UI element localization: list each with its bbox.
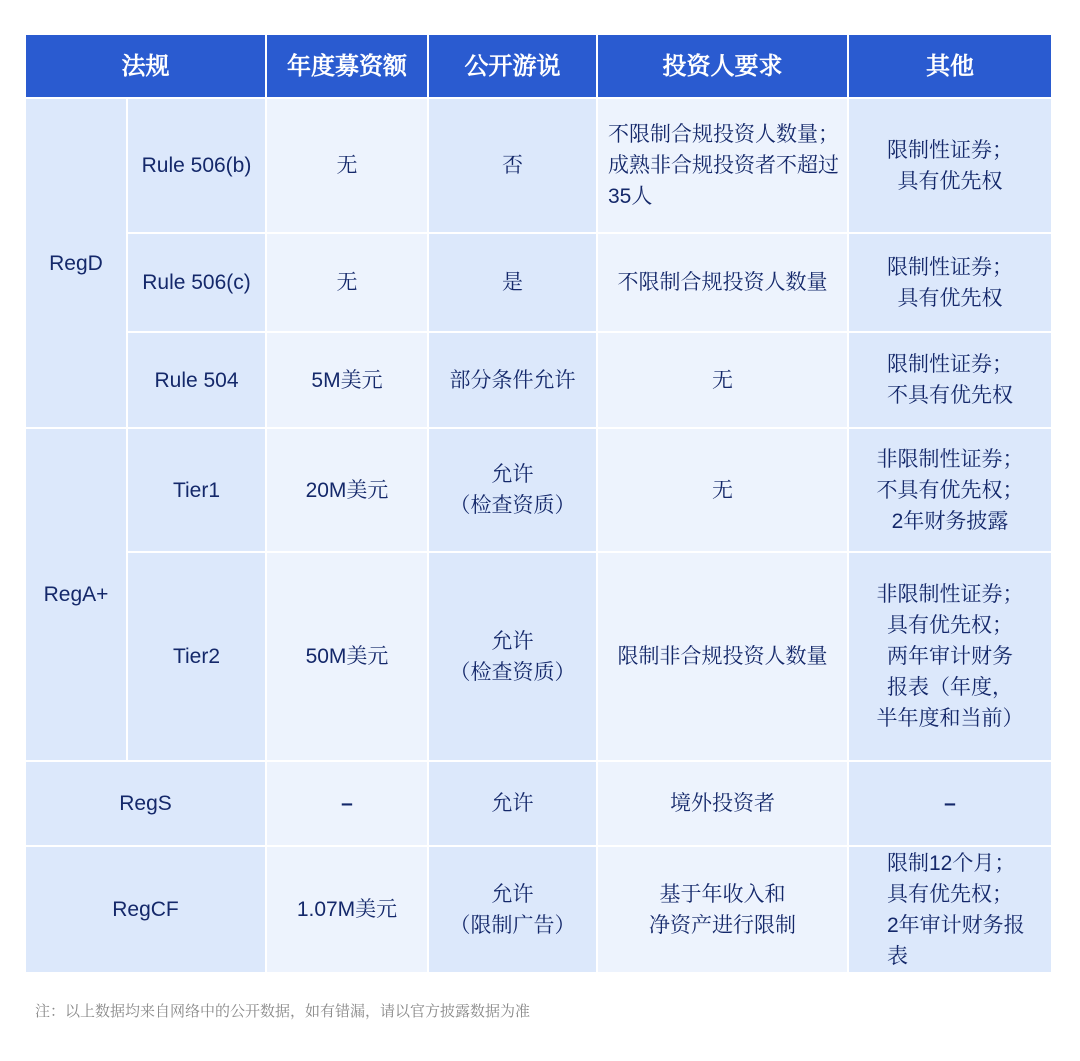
investor-cell: 限制非合规投资人数量 (597, 552, 848, 761)
solicit-cell: 允许 （检查资质） (428, 428, 597, 552)
table-row (25, 233, 1052, 332)
rule-cell: RegCF (25, 846, 266, 973)
header-investor: 投资人要求 (597, 34, 848, 98)
amount-cell: 5M美元 (266, 332, 428, 428)
solicit-cell: 是 (428, 233, 597, 332)
solicit-cell: 部分条件允许 (428, 332, 597, 428)
header-row (25, 34, 1052, 98)
table-row (25, 98, 1052, 233)
investor-cell: 不限制合规投资人数量； 成熟非合规投资者不超过 35人 (597, 98, 848, 233)
header-regulation: 法规 (25, 34, 266, 98)
investor-cell: 无 (597, 332, 848, 428)
rule-cell: Rule 506(c) (127, 233, 266, 332)
group-regd: RegD (25, 98, 127, 428)
other-cell: – (848, 761, 1052, 846)
table-row (25, 552, 1052, 761)
header-amount: 年度募资额 (266, 34, 428, 98)
rule-cell: Tier2 (127, 552, 266, 761)
other-cell: 非限制性证券； 不具有优先权； 2年财务披露 (848, 428, 1052, 552)
table-row (25, 846, 1052, 973)
table-row (25, 428, 1052, 552)
amount-cell: 20M美元 (266, 428, 428, 552)
rule-cell: RegS (25, 761, 266, 846)
investor-cell: 不限制合规投资人数量 (597, 233, 848, 332)
amount-cell: 无 (266, 98, 428, 233)
table-row (25, 761, 1052, 846)
solicit-cell: 允许 （限制广告） (428, 846, 597, 973)
other-cell: 非限制性证券； 具有优先权； 两年审计财务 报表（年度， 半年度和当前） (848, 552, 1052, 761)
amount-cell: 1.07M美元 (266, 846, 428, 973)
table-row (25, 332, 1052, 428)
header-solicitation: 公开游说 (428, 34, 597, 98)
other-cell: 限制12个月； 具有优先权； 2年审计财务报表 (848, 846, 1052, 973)
solicit-cell: 否 (428, 98, 597, 233)
amount-cell: 50M美元 (266, 552, 428, 761)
group-rega: RegA+ (25, 428, 127, 761)
rule-cell: Rule 504 (127, 332, 266, 428)
rule-cell: Tier1 (127, 428, 266, 552)
rule-cell: Rule 506(b) (127, 98, 266, 233)
solicit-cell: 允许 （检查资质） (428, 552, 597, 761)
other-cell: 限制性证券； 具有优先权 (848, 233, 1052, 332)
solicit-cell: 允许 (428, 761, 597, 846)
amount-cell: 无 (266, 233, 428, 332)
investor-cell: 境外投资者 (597, 761, 848, 846)
other-cell: 限制性证券； 不具有优先权 (848, 332, 1052, 428)
footnote: 注：以上数据均来自网络中的公开数据，如有错漏，请以官方披露数据为准 (35, 1003, 531, 1020)
regulation-table (24, 33, 1053, 974)
header-other: 其他 (848, 34, 1052, 98)
amount-cell: – (266, 761, 428, 846)
investor-cell: 无 (597, 428, 848, 552)
other-cell: 限制性证券； 具有优先权 (848, 98, 1052, 233)
investor-cell: 基于年收入和 净资产进行限制 (597, 846, 848, 973)
